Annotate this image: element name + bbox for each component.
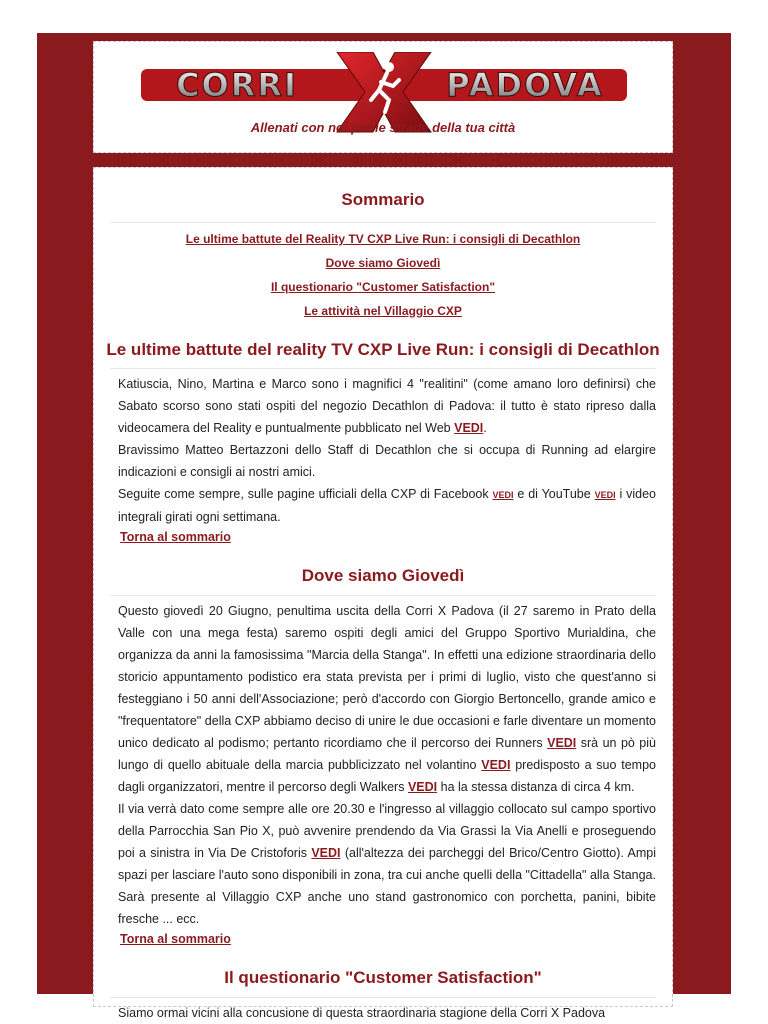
header-card <box>93 41 673 153</box>
logo-x-letter: X <box>383 136 385 137</box>
article1-text-1: Katiuscia, Nino, Martina e Marco sono i magnifici 4 "realitini" (come amano loro definirsi) che Sabato scorso sono stati ospiti del negozio Decathlon di Padova: il tutto è stato ripreso dalla videocamera del Reality e puntualmente pubblicato nel Web <box>118 377 656 435</box>
facebook-link[interactable]: VEDI <box>492 490 514 500</box>
article2-title: Dove siamo Giovedì <box>301 566 465 585</box>
runners-route-link[interactable]: VEDI <box>547 736 577 750</box>
back-to-summary-link[interactable]: Torna al sommario <box>120 530 231 544</box>
toc-link-questionario[interactable]: Il questionario "Customer Satisfaction" <box>270 280 496 294</box>
article1-text-3a: Seguite come sempre, sulle pagine ufficiali della CXP di Facebook <box>118 487 489 501</box>
article1-text-3c: i video integrali girati ogni settimana. <box>118 487 656 524</box>
article2-paragraph <box>110 596 656 930</box>
article2-text-2b: (all'altezza dei parcheggi del Brico/Centro Giotto). Ampi spazi per lasciare l'auto sono disponibili in zona, tra cui anche quelli della "Cittadella" alla Stanga. <box>118 846 656 882</box>
content-card <box>93 167 673 1020</box>
flyer-link[interactable]: VEDI <box>481 758 511 772</box>
article2-text-1b: srà un pò più lungo di quello abituale della marcia pubblicizzato nel volantino <box>118 736 656 772</box>
tagline: Allenati con noi per le strade della tua città <box>250 120 516 135</box>
map-link[interactable]: VEDI <box>311 846 341 860</box>
toc-link-reality[interactable]: Le ultime battute del Reality TV CXP Live Run: i consigli di Decathlon <box>185 232 581 246</box>
article3-title: Il questionario "Customer Satisfaction" <box>224 968 542 987</box>
article1-paragraph <box>110 369 656 528</box>
article1-title: Le ultime battute del reality TV CXP Live Run: i consigli di Decathlon <box>106 340 660 359</box>
article2-text-1d: ha la stessa distanza di circa 4 km. <box>440 780 635 794</box>
article1-text-3b: e di YouTube <box>517 487 591 501</box>
article2-text-1a: Questo giovedì 20 Giugno, penultima uscita della Corri X Padova (il 27 saremo in Prato della Valle con una mega festa) saremo ospiti degli amici del Gruppo Sportivo Murialdina, che organizza da anni la famosissima "Marcia della Stanga". In effetti una edizione straordinaria dello storicio appuntamento podistico era stata prevista per i primi di luglio, visto che quest'anno si festeggiano i 50 anni dell'Associazione; però d'accordo con Giorgio Bertoncello, grande amico e "frequentatore" della CXP abbiamo deciso di unire le due occasioni e farle diventare un momento unico dedicato al podismo; pertanto ricordiamo che il percorso dei Runners <box>118 604 656 750</box>
summary-toc <box>110 223 656 318</box>
back-to-summary-link[interactable]: Torna al sommario <box>120 932 231 946</box>
article3-paragraph <box>110 998 656 1024</box>
article1-web-link[interactable]: VEDI <box>454 421 484 435</box>
summary-title: Sommario <box>341 190 425 209</box>
article2-text-1c: predisposto a suo tempo dagli organizzatori, mentre il percorso degli Walkers <box>118 758 656 794</box>
walkers-route-link[interactable]: VEDI <box>407 780 438 794</box>
article1-text-1-end: . <box>483 421 487 435</box>
article2-text-2a: Il via verrà dato come sempre alle ore 20.30 e l'ingresso al villaggio collocato sul campo sportivo della Parrocchia San Pio X, può avvenire prendendo da Via Grassi la Via Anelli e proseguendo poi a sinistra in Via De Cristoforis <box>118 802 656 860</box>
youtube-link[interactable]: VEDI <box>594 490 616 500</box>
article2-text-3: Sarà presente al Villaggio CXP anche uno stand gastronomico con porchetta, panini, bibite fresche ... ecc. <box>118 890 656 926</box>
toc-link-giovedi[interactable]: Dove siamo Giovedì <box>325 256 441 270</box>
article1-text-2: Bravissimo Matteo Bertazzoni dello Staff di Decathlon che si occupa di Running ad elargire indicazioni e consigli ai nostri amici. <box>118 443 656 479</box>
logo-text-left: CORRI <box>176 66 298 104</box>
logo-text-right: PADOVA <box>446 66 604 104</box>
toc-link-villaggio[interactable]: Le attività nel Villaggio CXP <box>304 304 462 318</box>
article3-text-1: Siamo ormai vicini alla concusione di questa straordinaria stagione della Corri X Padova <box>118 1006 606 1020</box>
